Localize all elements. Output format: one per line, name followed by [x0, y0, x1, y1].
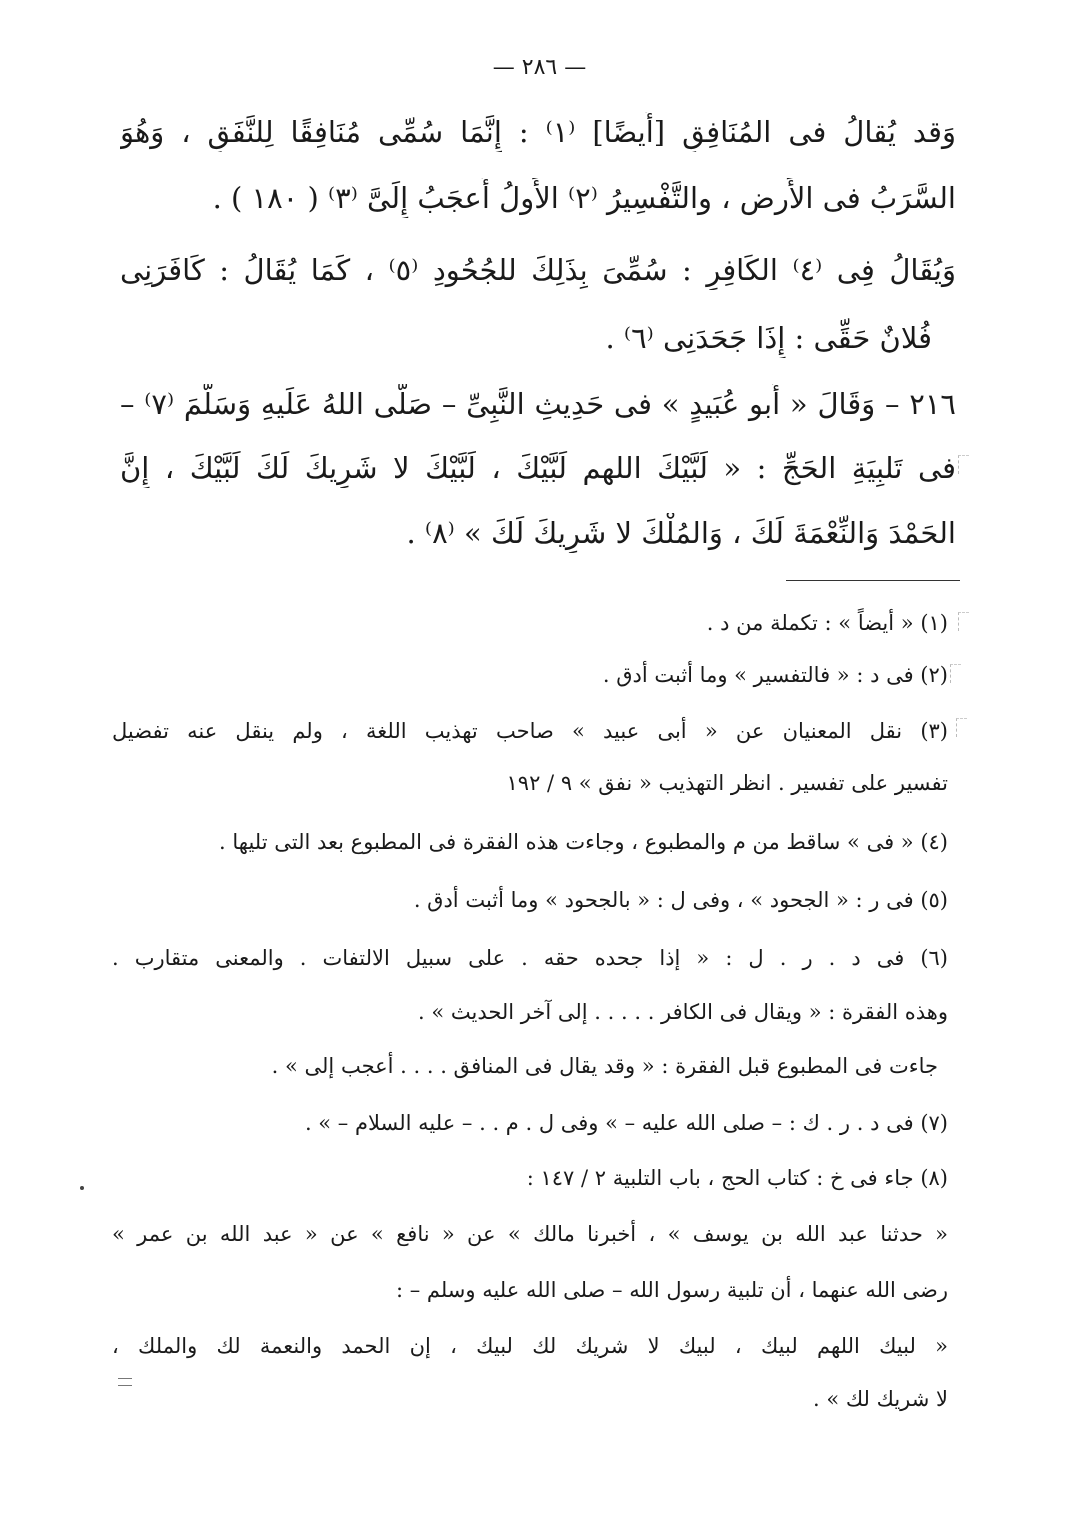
footnote-line: (٨) جاء فى خ : كتاب الحج ، باب التلبية ٢ / ١٤٧ : [526, 1166, 948, 1190]
footnote-line: (٥) فى ر : « الجحود » ، وفى ل : « بالجحود » وما أثبت أدق . [413, 888, 948, 912]
footnote-line: (٦) فى د . ر . ل : « إذا جحده حقه . على سبيل الالتفات . والمعنى متقارب . [112, 946, 948, 970]
footnote-separator [786, 580, 960, 581]
margin-mark [118, 1378, 132, 1386]
footnote-line: وهذه الفقرة : « ويقال فى الكافر . . . . . إلى آخر الحديث » . [417, 1000, 948, 1024]
footnote-line: تفسير على تفسير . انظر التهذيب « نفق » ٩ / ١٩٢ [506, 771, 948, 795]
footnote-line: لا شريك لك » . [812, 1387, 948, 1411]
scan-speck [80, 1186, 84, 1190]
main-text-line: وَقد يُقالُ فى المُنَافِقِ [أَيضًا] ⁽١⁾ : إِنَّمَا سُمِّى مُنَافِقًا لِلنَّفَقِ ، وَهُوَ [120, 115, 956, 149]
main-text-line: فى تَلبِيَةِ الحَجِّ : « لَبَّيْكَ اللهم لَبَّيْكَ ، لَبَّيْكَ لا شَرِيكَ لَكَ لَبَّيْكَ ، إِنَّ [120, 451, 956, 485]
main-text-line: ٢١٦ – وَقَالَ « أَبو عُبَيدٍ » فى حَدِيثِ النَّبِىِّ – صَلَّى اللهُ عَلَيهِ وَسَلَّمَ ⁽٧⁾ – [120, 387, 956, 421]
footnote-line: جاءت فى المطبوع قبل الفقرة : « وقد يقال فى المنافق . . . . أعجب إلى » . [271, 1054, 938, 1078]
footnote-line: (٧) فى د . ر . ك : – صلى الله عليه – » وفى ل . م . . – عليه السلام – » . [304, 1111, 948, 1135]
margin-mark [956, 718, 967, 737]
footnote-line: (١) « أيضاً » : تكملة من د . [706, 611, 948, 635]
footnote-line: (٤) « فى » ساقط من م والمطبوع ، وجاءت هذه الفقرة فى المطبوع بعد التى تليها . [219, 830, 948, 854]
footnote-line: « لبيك اللهم لبيك ، لبيك لا شريك لك لبيك ، إن الحمد والنعمة لك والملك ، [112, 1334, 948, 1358]
main-text-line: الحَمْدَ وَالنِّعْمَةَ لَكَ ، وَالمُلْكَ لا شَرِيكَ لَكَ » ⁽٨⁾ . [406, 516, 956, 550]
footnote-line: (٢) فى د : « فالتفسير » وما أثبت أدق . [602, 663, 948, 687]
margin-mark [958, 455, 969, 474]
footnote-line: (٣) نقل المعنيان عن « أبى عبيد » صاحب تهذيب اللغة ، ولم ينقل عنه تفضيل [112, 719, 948, 743]
margin-mark [958, 612, 969, 631]
main-text-line: فُلانٌ حَقِّى : إِذَا جَحَدَنِى ⁽٦⁾ . [605, 321, 932, 355]
page-number: — ٢٨٦ — [492, 55, 587, 80]
margin-mark [950, 664, 961, 683]
main-text-line: وَيُقَالُ فِى ⁽٤⁾ الكَافِرِ : سُمِّىَ بِذَلِكَ للجُحُودِ ⁽٥⁾ ، كَمَا يُقَالُ : كَافَرَنِى [120, 253, 956, 287]
main-text-line: السَّرَبُ فى الأَرضِ ، والتَّفْسِيرُ ⁽٢⁾ الأَولُ أَعجَبُ إِلَىَّ ⁽٣⁾ ( ١٨٠ ) . [212, 181, 956, 215]
footnote-line: « حدثنا عبد الله بن يوسف » ، أخبرنا مالك » عن « نافع » عن « عبد الله بن عمر » [112, 1222, 948, 1246]
footnote-line: رضى الله عنهما ، أن تلبية رسول الله – صلى الله عليه وسلم – : [395, 1278, 948, 1302]
